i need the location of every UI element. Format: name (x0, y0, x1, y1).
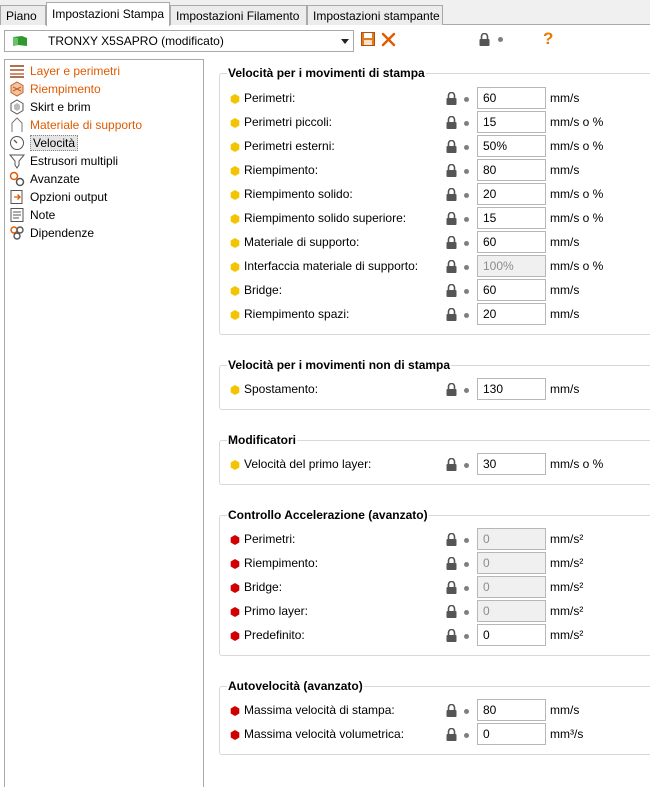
bullet-icon[interactable] (464, 193, 469, 198)
sidebar-item-label: Note (30, 208, 56, 222)
setting-label: Massima velocità di stampa: (244, 703, 395, 717)
setting-unit: mm/s o % (550, 457, 604, 471)
bullet-icon[interactable] (464, 733, 469, 738)
setting-unit: mm/s (550, 283, 580, 297)
lock-icon[interactable] (446, 92, 457, 105)
simple-mode-icon (230, 262, 240, 272)
setting-label: Perimetri: (244, 532, 296, 546)
simple-mode-icon (230, 118, 240, 128)
bullet-icon[interactable] (464, 145, 469, 150)
group-title: Controllo Accelerazione (avanzato) (228, 508, 428, 522)
setting-label: Riempimento: (244, 163, 319, 177)
sidebar-item-dipendenze[interactable] (9, 224, 94, 242)
tab-label: Impostazioni Filamento (176, 9, 300, 23)
setting-unit: mm/s² (550, 556, 584, 570)
bullet-icon (498, 37, 503, 42)
output-icon (9, 189, 25, 205)
advanced-icon (9, 171, 25, 187)
tab-impostazioni-stampa[interactable] (46, 2, 170, 26)
simple-mode-icon (230, 310, 240, 320)
setting-input[interactable] (477, 87, 546, 109)
expert-mode-icon (230, 706, 240, 716)
simple-mode-icon (230, 286, 240, 296)
bullet-icon[interactable] (464, 121, 469, 126)
sidebar-item-label: Riempimento (30, 82, 101, 96)
setting-unit: mm/s (550, 703, 580, 717)
help-icon[interactable]: ? (543, 29, 554, 48)
tab-piano[interactable] (0, 5, 46, 25)
expert-mode-icon (230, 631, 240, 641)
sidebar-item-riempimento[interactable] (9, 80, 101, 98)
tab-impostazioni-filamento[interactable] (170, 5, 307, 25)
bullet-icon[interactable] (464, 313, 469, 318)
setting-unit: mm/s o % (550, 211, 604, 225)
setting-unit: mm/s (550, 382, 580, 396)
setting-row (228, 135, 648, 159)
setting-row (228, 303, 648, 327)
bullet-icon[interactable] (464, 97, 469, 102)
simple-mode-icon (230, 385, 240, 395)
setting-label: Massima velocità volumetrica: (244, 727, 405, 741)
setting-row (228, 576, 648, 600)
setting-input[interactable] (477, 723, 546, 745)
dependencies-icon (9, 225, 25, 241)
notes-icon (9, 207, 25, 223)
sidebar-item-label: Estrusori multipli (30, 154, 119, 168)
setting-row (228, 453, 648, 477)
preset-name: TRONXY X5SAPRO (modificato) (48, 34, 224, 48)
simple-mode-icon (230, 214, 240, 224)
simple-mode-icon (230, 166, 240, 176)
lock-icon[interactable] (446, 605, 457, 618)
sidebar-item-estrusori-multipli[interactable] (9, 152, 118, 170)
setting-label: Riempimento solido: (244, 187, 353, 201)
preset-dropdown[interactable] (4, 30, 354, 52)
sidebar-item-opzioni-output[interactable] (9, 188, 107, 206)
lock-icon[interactable] (446, 164, 457, 177)
bullet-icon[interactable] (464, 610, 469, 615)
sidebar-item-label: Materiale di supporto (30, 118, 143, 132)
setting-unit: mm/s² (550, 628, 584, 642)
group-title: Velocità per i movimenti di stampa (228, 66, 425, 80)
setting-input[interactable] (477, 231, 546, 253)
sidebar-item-label: Dipendenze (30, 226, 95, 240)
bullet-icon[interactable] (464, 289, 469, 294)
expert-mode-icon (230, 535, 240, 545)
setting-row (228, 279, 648, 303)
setting-row (228, 159, 648, 183)
bullet-icon[interactable] (464, 709, 469, 714)
setting-input (477, 552, 546, 574)
setting-unit: mm/s (550, 235, 580, 249)
setting-input (477, 600, 546, 622)
setting-unit: mm/s (550, 163, 580, 177)
simple-mode-icon (230, 190, 240, 200)
setting-row (228, 255, 648, 279)
sidebar-item-label: Skirt e brim (30, 100, 91, 114)
sidebar-item-materiale-di-supporto[interactable] (9, 116, 142, 134)
speed-icon (9, 135, 25, 151)
setting-input[interactable] (477, 453, 546, 475)
setting-label: Primo layer: (244, 604, 309, 618)
setting-input (477, 576, 546, 598)
skirt-icon (9, 99, 25, 115)
group-title: Velocità per i movimenti non di stampa (228, 358, 451, 372)
bullet-icon[interactable] (464, 562, 469, 567)
expert-mode-icon (230, 559, 240, 569)
setting-unit: mm/s o % (550, 259, 604, 273)
sidebar-item-skirt-e-brim[interactable] (9, 98, 91, 116)
setting-label: Materiale di supporto: (244, 235, 360, 249)
expert-mode-icon (230, 607, 240, 617)
lock-icon[interactable] (446, 557, 457, 570)
setting-label: Riempimento spazi: (244, 307, 350, 321)
setting-row (228, 231, 648, 255)
lock-icon[interactable] (446, 260, 457, 273)
simple-mode-icon (230, 238, 240, 248)
setting-input[interactable] (477, 207, 546, 229)
simple-mode-icon (230, 142, 240, 152)
setting-row (228, 624, 648, 648)
setting-label: Bridge: (244, 283, 283, 297)
simple-mode-icon (230, 94, 240, 104)
lock-icon[interactable] (446, 728, 457, 741)
setting-label: Velocità del primo layer: (244, 457, 372, 471)
lock-icon[interactable] (446, 458, 457, 471)
sidebar-item-label: Opzioni output (30, 190, 108, 204)
bullet-icon[interactable] (464, 217, 469, 222)
setting-row (228, 699, 648, 723)
setting-unit: mm/s² (550, 532, 584, 546)
setting-input (477, 528, 546, 550)
tab-label: Impostazioni stampante (313, 9, 440, 23)
infill-icon (9, 81, 25, 97)
bullet-icon[interactable] (464, 538, 469, 543)
sidebar-item-label: Velocità (30, 135, 78, 151)
setting-input[interactable] (477, 111, 546, 133)
setting-row (228, 378, 648, 402)
setting-label: Bridge: (244, 580, 283, 594)
lock-icon[interactable] (446, 629, 457, 642)
setting-row (228, 600, 648, 624)
layers-icon (9, 63, 25, 79)
setting-input (477, 255, 546, 277)
setting-unit: mm/s (550, 91, 580, 105)
sidebar-item-layer-e-perimetri[interactable] (9, 62, 120, 80)
setting-row (228, 87, 648, 111)
setting-input[interactable] (477, 183, 546, 205)
bullet-icon[interactable] (464, 241, 469, 246)
expert-mode-icon (230, 730, 240, 740)
lock-icon[interactable] (479, 33, 490, 46)
setting-label: Predefinito: (244, 628, 305, 642)
setting-input[interactable] (477, 378, 546, 400)
lock-icon[interactable] (446, 704, 457, 717)
setting-input[interactable] (477, 303, 546, 325)
setting-input[interactable] (477, 159, 546, 181)
setting-input[interactable] (477, 279, 546, 301)
setting-unit: mm/s o % (550, 115, 604, 129)
setting-input[interactable] (477, 699, 546, 721)
lock-icon[interactable] (446, 383, 457, 396)
group-title: Modificatori (228, 433, 296, 447)
tab-impostazioni-stampante[interactable] (307, 5, 443, 25)
setting-unit: mm³/s (550, 727, 584, 741)
setting-unit: mm/s² (550, 604, 584, 618)
setting-unit: mm/s o % (550, 187, 604, 201)
bullet-icon[interactable] (464, 169, 469, 174)
flag-icon (13, 36, 27, 46)
sidebar-item-label: Layer e perimetri (30, 64, 121, 78)
extruder-icon (9, 153, 25, 169)
setting-label: Riempimento solido superiore: (244, 211, 407, 225)
bullet-icon[interactable] (464, 634, 469, 639)
delete-icon[interactable] (381, 32, 396, 47)
tab-label: Impostazioni Stampa (52, 7, 165, 21)
setting-input[interactable] (477, 135, 546, 157)
setting-row (228, 111, 648, 135)
setting-label: Perimetri esterni: (244, 139, 335, 153)
sidebar-item-note[interactable] (9, 206, 55, 224)
tab-label: Piano (6, 9, 37, 23)
setting-row (228, 207, 648, 231)
lock-icon[interactable] (446, 140, 457, 153)
simple-mode-icon (230, 460, 240, 470)
lock-icon[interactable] (446, 116, 457, 129)
bullet-icon[interactable] (464, 586, 469, 591)
save-icon[interactable] (361, 32, 375, 46)
expert-mode-icon (230, 583, 240, 593)
setting-label: Riempimento: (244, 556, 319, 570)
lock-icon[interactable] (446, 284, 457, 297)
support-icon (9, 117, 25, 133)
tab-bar (0, 0, 650, 25)
lock-icon[interactable] (446, 212, 457, 225)
lock-icon[interactable] (446, 308, 457, 321)
lock-icon[interactable] (446, 236, 457, 249)
setting-label: Interfaccia materiale di supporto: (244, 259, 419, 273)
sidebar-item-velocita[interactable] (9, 134, 78, 152)
sidebar (4, 59, 204, 787)
setting-label: Spostamento: (244, 382, 319, 396)
sidebar-item-avanzate[interactable] (9, 170, 80, 188)
setting-unit: mm/s² (550, 580, 584, 594)
setting-unit: mm/s o % (550, 139, 604, 153)
setting-unit: mm/s (550, 307, 580, 321)
sidebar-item-label: Avanzate (30, 172, 80, 186)
bullet-icon[interactable] (464, 265, 469, 270)
setting-row (228, 183, 648, 207)
chevron-down-icon (341, 39, 349, 44)
lock-icon[interactable] (446, 533, 457, 546)
setting-label: Perimetri: (244, 91, 296, 105)
setting-row (228, 552, 648, 576)
setting-label: Perimetri piccoli: (244, 115, 333, 129)
bullet-icon[interactable] (464, 463, 469, 468)
bullet-icon[interactable] (464, 388, 469, 393)
lock-icon[interactable] (446, 581, 457, 594)
setting-row (228, 723, 648, 747)
group-title: Autovelocità (avanzato) (228, 679, 363, 693)
setting-row (228, 528, 648, 552)
lock-icon[interactable] (446, 188, 457, 201)
setting-input[interactable] (477, 624, 546, 646)
